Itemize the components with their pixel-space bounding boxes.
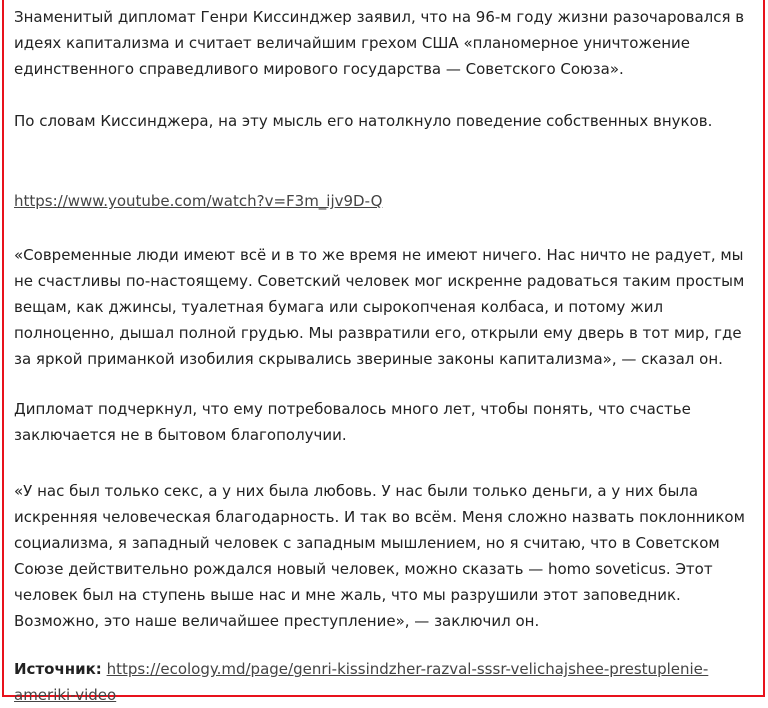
paragraph-quote-homo-soveticus: «У нас был только секс, а у них была любовь. У нас были только деньги, а у них была искренняя человеческая благодарность. И так во всём. Меня сложно назвать поклонником социализма, я западный человек с западным мышлением, но я считаю, что в Советском Союзе действительно рождался новый человек, можно сказать — homo soveticus. Этот человек был на ступень выше нас и мне жаль, что мы разрушили этот заповедник. Возможно, это наше величайшее преступление», — заключил он. [14, 482, 745, 630]
source-label: Источник: [14, 660, 102, 678]
paragraph-grandchildren: По словам Киссинджера, на эту мысль его натолкнуло поведение собственных внуков. [14, 112, 713, 130]
paragraph-intro: Знаменитый дипломат Генри Киссинджер заявил, что на 96-м году жизни разочаровался в идеях капитализма и считает величайшим грехом США «планомерное уничтожение единственного справедливого мирового государства — Советского Союза». [14, 8, 745, 78]
video-link[interactable]: https://www.youtube.com/watch?v=F3m_ijv9D-Q [14, 192, 383, 210]
source-link[interactable]: https://ecology.md/page/genri-kissindzher-razval-sssr-velichajshee-prestuplenie-ameriki-video [14, 660, 709, 704]
paragraph-diplomat-emphasis: Дипломат подчеркнул, что ему потребовалось много лет, чтобы понять, что счастье заключается не в бытовом благополучии. [14, 400, 691, 444]
paragraph-quote-modern-people: «Современные люди имеют всё и в то же время не имеют ничего. Нас ничто не радует, мы не счастливы по-настоящему. Советский человек мог искренне радоваться таким простым вещам, как джинсы, туалетная бумага или сырокопченая колбаса, и потому жил полноценно, дышал полной грудью. Мы развратили его, открыли ему дверь в тот мир, где за яркой приманкой изобилия скрывались звериные законы капитализма», — сказал он. [14, 246, 745, 368]
paragraph-video [14, 188, 756, 214]
paragraph-source [14, 656, 756, 708]
